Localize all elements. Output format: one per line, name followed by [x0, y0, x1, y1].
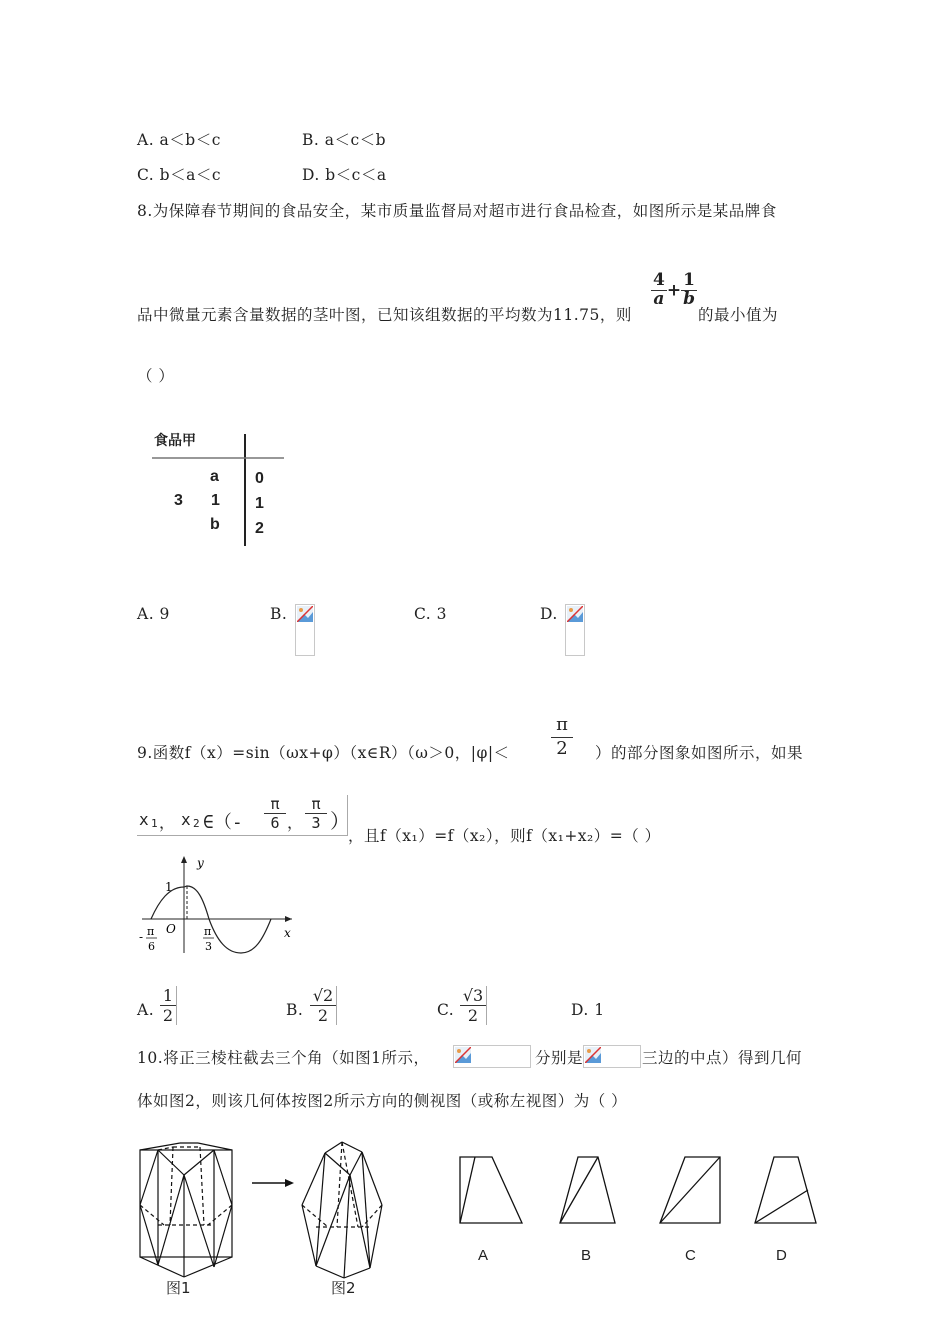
- q9-sep: ，: [287, 813, 304, 832]
- q7-option-d: D. b＜c＜a: [302, 166, 387, 184]
- option-d-view: [755, 1157, 816, 1223]
- q9-option-a-frac: [160, 986, 177, 1025]
- q9-sine-graph: [137, 853, 297, 961]
- q9-three: 3: [305, 813, 327, 832]
- q9-close: ）: [330, 809, 350, 833]
- q7-option-b: B. a＜c＜b: [302, 131, 387, 149]
- sine-graph-svg: [137, 853, 297, 961]
- stem-leaf-left-1: 1: [211, 492, 220, 509]
- q10-line2: 体如图2，则该几何体按图2所示方向的侧视图（或称左视图）为（ ）: [137, 1092, 628, 1110]
- q9-sub1: 1: [151, 817, 158, 830]
- graph-den1: 6: [148, 940, 155, 953]
- q10-choice-b-label: B: [581, 1247, 592, 1264]
- q9-option-c-frac: [460, 986, 487, 1025]
- graph-one-label: 1: [165, 880, 173, 894]
- graph-x-label: x: [284, 926, 291, 940]
- q9-pi-a: π: [270, 795, 280, 813]
- q9-option-b-frac: [310, 986, 337, 1025]
- q9-option-c: C.: [437, 1001, 455, 1019]
- stem-leaf-left-b: b: [210, 516, 220, 533]
- option-c-view: [660, 1157, 720, 1223]
- q10-line1-c: 三边的中点）得到几何: [642, 1049, 803, 1067]
- q8-option-a: A. 9: [137, 605, 170, 623]
- q8-line2-text: 品中微量元素含量数据的茎叶图，已知该组数据的平均数为11.75，则: [137, 306, 632, 324]
- figure-1-drawing: [140, 1143, 232, 1277]
- q7-option-a: A. a＜b＜c: [137, 131, 221, 149]
- graph-neg-sign: -: [139, 930, 144, 944]
- q8-line1: 8.为保障春节期间的食品安全，某市质量监督局对超市进行食品检查，如图所示是某品牌食: [137, 202, 777, 220]
- q8-line2-post: 的最小值为: [698, 306, 779, 324]
- q8-plus: +: [666, 280, 682, 301]
- q8-expression: [651, 272, 697, 309]
- graph-origin-label: O: [166, 922, 176, 936]
- q9-two: 2: [551, 737, 573, 759]
- q9-pi-over-6: [264, 795, 286, 832]
- graph-den2: 3: [205, 940, 212, 953]
- stem-leaf-right-0: 0: [255, 470, 264, 487]
- q9-line1: 9.函数f（x）=sin（ωx+φ）（x∈R）（ω＞0，|φ|＜: [137, 744, 510, 762]
- q10-line1-a: 10.将正三棱柱截去三个角（如图1所示，: [137, 1049, 430, 1067]
- broken-image-icon: [583, 1045, 641, 1068]
- q9-option-b: B.: [286, 1001, 304, 1019]
- stem-leaf-right-2: 2: [255, 520, 264, 537]
- q9-x1: x: [139, 810, 149, 829]
- option-a-view: [460, 1157, 522, 1223]
- broken-image-icon: [565, 604, 585, 656]
- q9-line1-post: ）的部分图象如图所示，如果: [595, 744, 804, 762]
- q9-optC-num: √3: [462, 986, 484, 1005]
- q8-option-b: B.: [270, 605, 288, 623]
- q9-pi-over-2: [551, 714, 573, 759]
- q10-choice-d-label: D: [776, 1247, 787, 1264]
- q9-optC-den: 2: [460, 1005, 486, 1025]
- q9-x2: x: [181, 810, 191, 829]
- option-b-view: [560, 1157, 615, 1223]
- q8-option-d: D.: [540, 605, 558, 623]
- q9-domain-image: [137, 795, 348, 836]
- stem-leaf-header: 食品甲: [154, 432, 196, 448]
- figure-2-drawing: [302, 1142, 382, 1278]
- arrow-icon: [252, 1179, 294, 1187]
- q9-sub2: 2: [193, 817, 200, 830]
- q8-option-c: C. 3: [414, 605, 448, 623]
- q8-frac-1-over-b: $\frac{1}{b}$: [683, 270, 695, 309]
- q8-frac-4-over-a: $\frac{4}{a}$: [653, 270, 665, 309]
- graph-pi1: π: [147, 925, 155, 938]
- figure-2-caption: 图2: [331, 1279, 356, 1297]
- stem-leaf-left-a: a: [210, 468, 219, 485]
- figure-1-caption: 图1: [166, 1279, 191, 1297]
- stem-leaf-stem: 3: [174, 492, 183, 509]
- q8-answer-paren: （ ）: [137, 367, 175, 385]
- q9-belongs: ∈（-: [203, 812, 243, 833]
- q10-choice-c-label: C: [685, 1247, 696, 1264]
- broken-image-icon: [295, 604, 315, 656]
- q9-optB-den: 2: [310, 1005, 336, 1025]
- q9-optA-num: 1: [162, 986, 174, 1005]
- q9-pi: π: [556, 714, 568, 735]
- stem-leaf-right-1: 1: [255, 495, 264, 512]
- q9-line2: ，且f（x₁）=f（x₂），则f（x₁+x₂）=（ ）: [348, 827, 661, 845]
- graph-pi2: π: [204, 925, 212, 938]
- q9-option-a: A.: [137, 1001, 155, 1019]
- q10-figures: [130, 1135, 830, 1315]
- graph-y-label: y: [197, 856, 204, 870]
- broken-image-icon: [453, 1045, 531, 1068]
- stem-leaf-plot: [152, 430, 292, 550]
- q10-line1-b: 分别是: [535, 1049, 584, 1067]
- q9-option-d: D. 1: [571, 1001, 605, 1019]
- q10-choice-a-label: A: [478, 1247, 489, 1264]
- q9-six: 6: [264, 813, 286, 832]
- q9-comma: ，: [159, 813, 176, 832]
- q9-pi-over-3: [305, 795, 327, 832]
- q9-optA-den: 2: [160, 1005, 176, 1025]
- q7-option-c: C. b＜a＜c: [137, 166, 222, 184]
- q9-optB-num: √2: [312, 986, 334, 1005]
- q8-line2: [137, 303, 632, 325]
- q9-pi-b: π: [311, 795, 321, 813]
